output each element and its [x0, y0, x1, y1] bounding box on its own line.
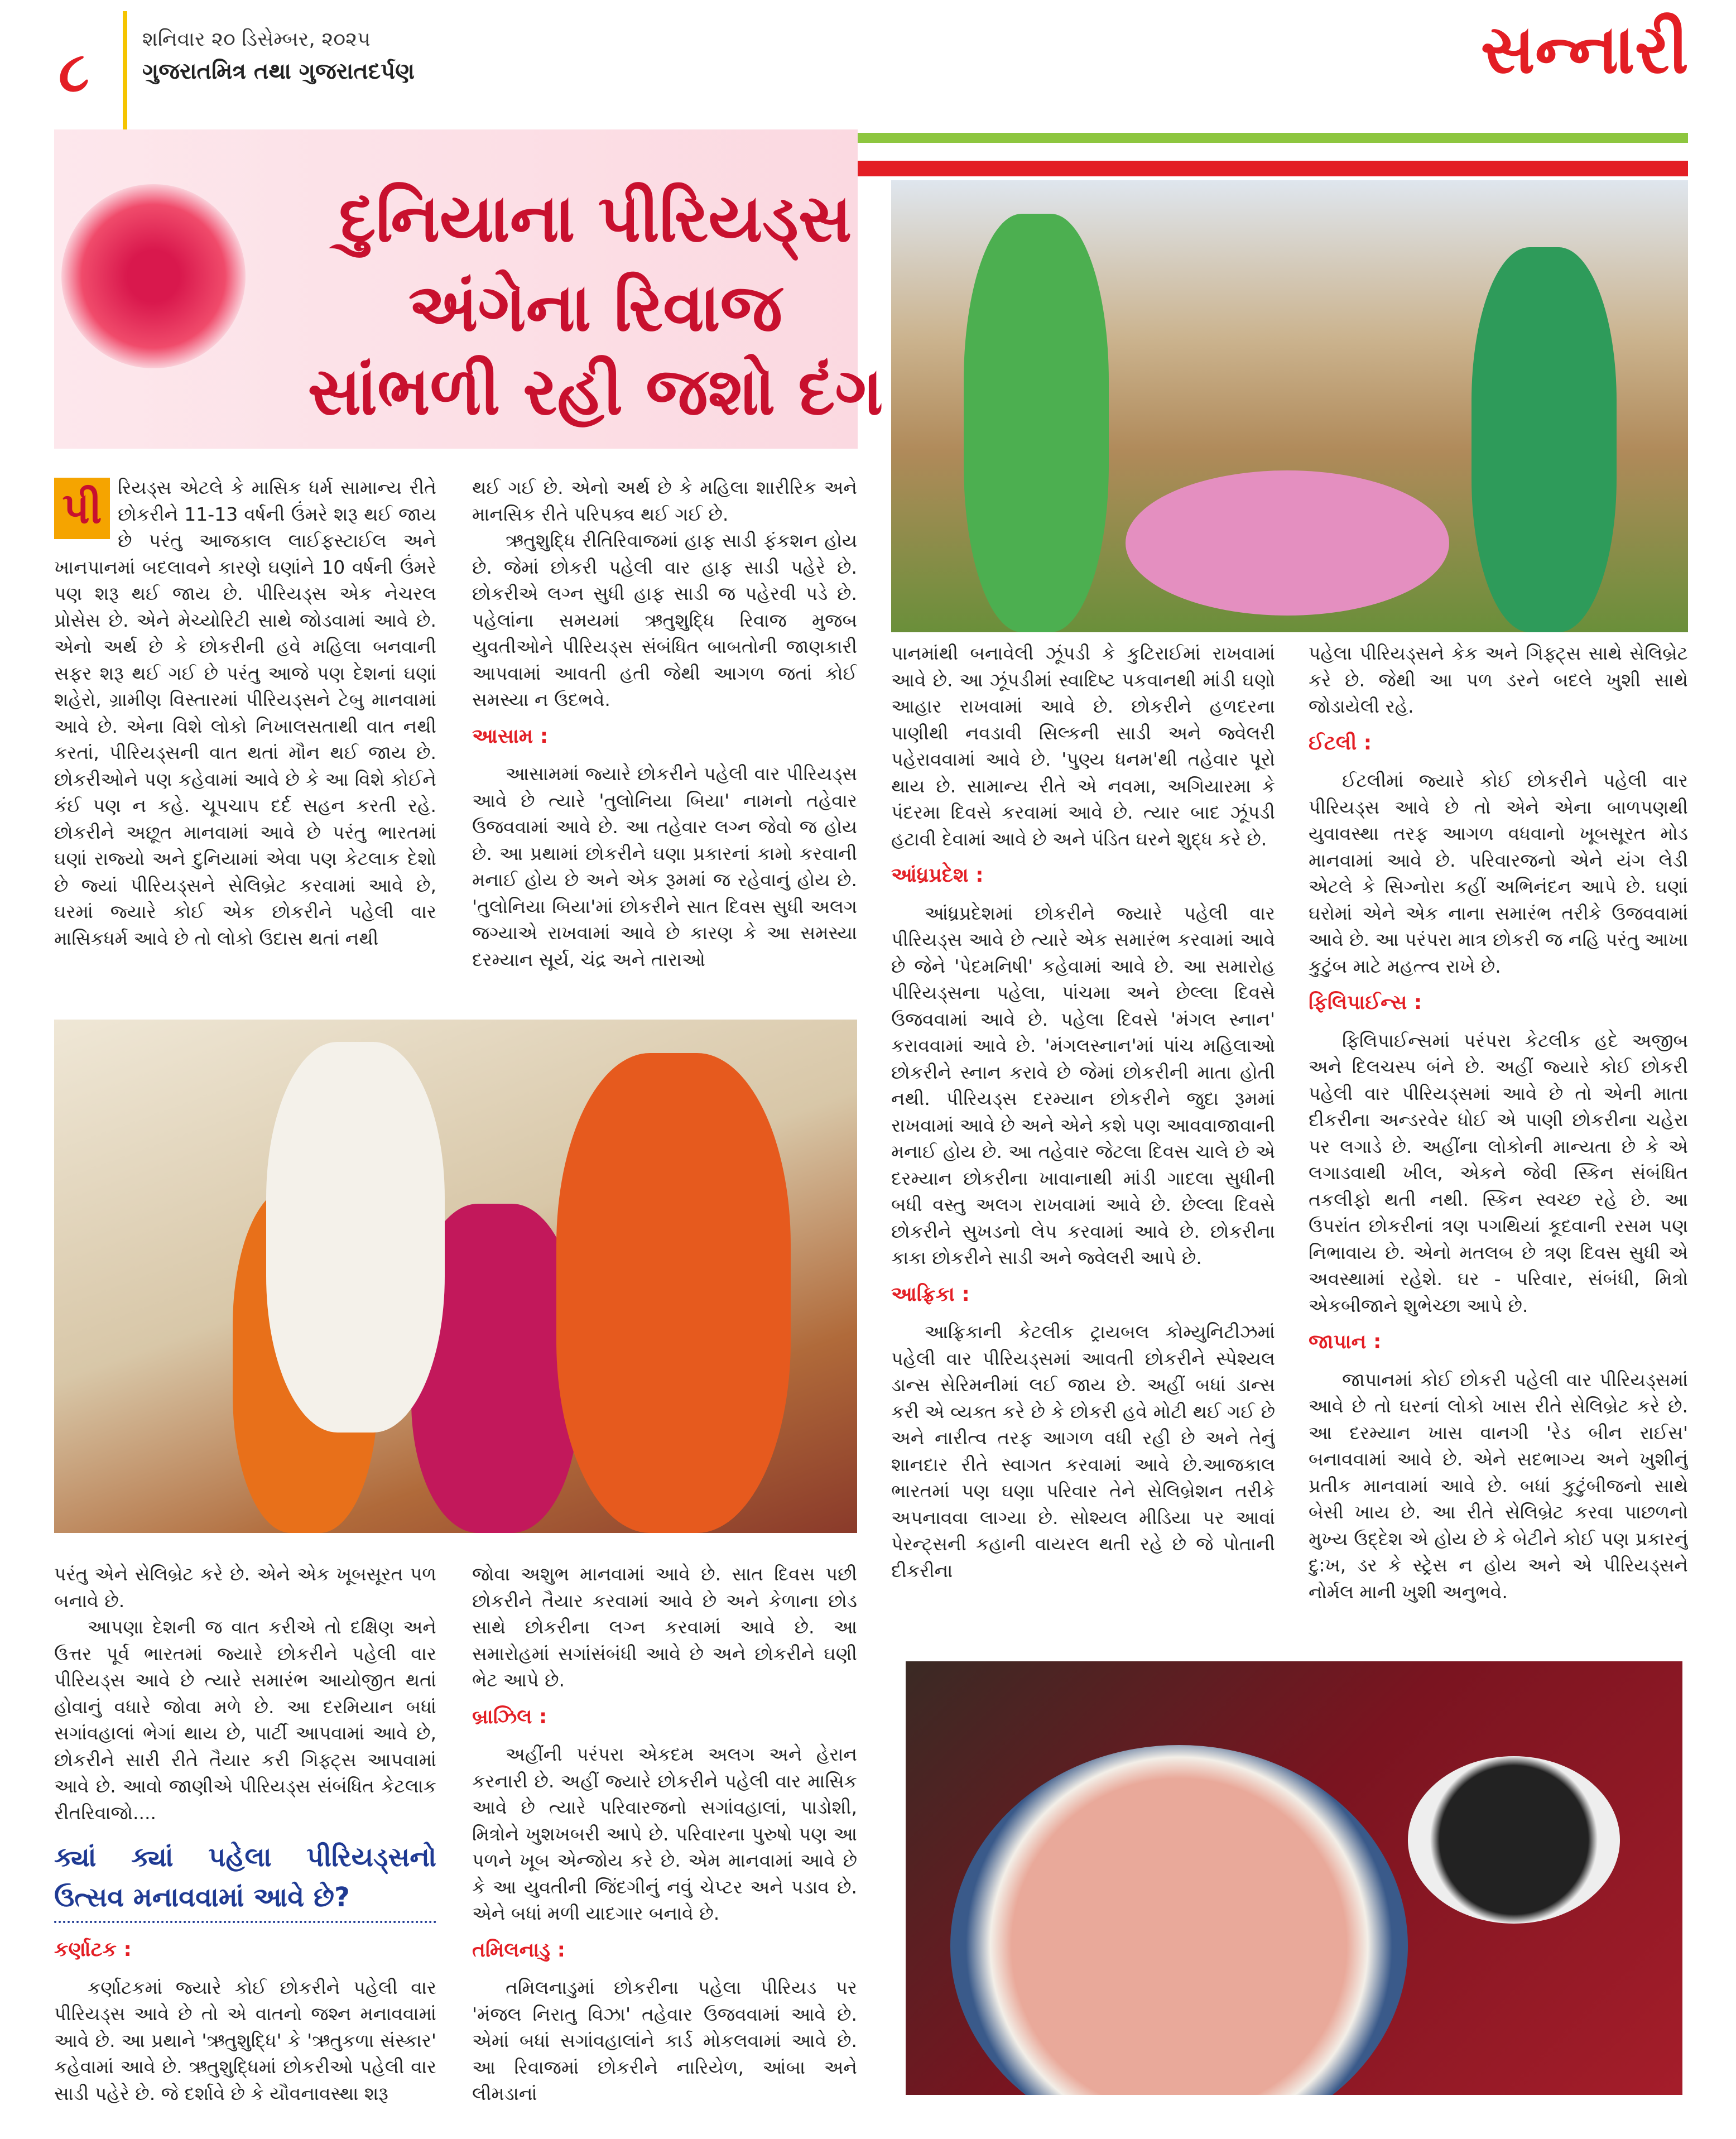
column-3 [891, 640, 1275, 1684]
column-2-top [472, 474, 857, 1009]
section-logo: સન્નારી [1480, 11, 1689, 89]
headline-box [54, 129, 883, 449]
subheading: ક્યાં ક્યાં પહેલા પીરિયડ્સનો ઉત્સવ મનાવવામાં આવે છે? [54, 1837, 436, 1923]
paragraph: તમિલનાડુમાં છોકરીના પહેલા પીરિયડ પર 'મંજલ નિરાતુ વિઝા' તહેવાર ઉજવવામાં આવે છે. એમાં બધાં સગાંવહાલાંને કાર્ડ મોકલવામાં આવે છે. આ રિવાજમાં છોકરીને નારિયેળ, આંબા અને લીમડાનાં [472, 1977, 857, 2104]
photo-ceremony-bathing [891, 180, 1688, 632]
woman-orange-saree [556, 1053, 791, 1533]
man-white [266, 1042, 445, 1433]
paper-name: ગુજરાતમિત્ર તથા ગુજરાતદર્પણ [142, 59, 415, 84]
paragraph: આંધ્રપ્રદેશમાં છોકરીને જ્યારે પહેલી વાર પીરિયડ્સ આવે છે ત્યારે એક સમારંભ કરવામાં આવે છે જેને 'પેદમનિષી' કહેવામાં આવે છે. આ સમારોહ પીરિયડ્સના પહેલા, પાંચમા અને છેલ્લા દિવસે ઉજવવામાં આવે છે. પહેલા દિવસે 'મંગલ સ્નાન' કરાવવામાં આવે છે. 'મંગલસ્નાન'માં પાંચ મહિલાઓ છોકરીને સ્નાન કરાવે છે જેમાં છોકરીની માતા હોતી નથી. પીરિયડ્સ દરમ્યાન છોકરીને જુદા રૂમમાં રાખવામાં આવે છે અને એને કશે પણ આવવાજાવાની મનાઈ હોય છે. આ તહેવાર જેટલા દિવસ ચાલે છે એ દરમ્યાન છોકરીના ખાવાનાથી માંડી ગાદલા સુધીની બધી વસ્તુ અલગ રાખવામાં આવે છે. છેલ્લા દિવસે છોકરીને સુખડનો લેપ કરવામાં આવે છે. છોકરીના કાકા છોકરીને સાડી અને જ્વેલરી આપે છે. [891, 902, 1275, 1268]
section-heading-italy: ઈટલી : [1309, 731, 1372, 754]
paragraph: આસામમાં જ્યારે છોકરીને પહેલી વાર પીરિયડ્સ આવે છે ત્યારે 'તુલોનિયા બિયા' નામનો તહેવાર ઉજવવામાં આવે છે. આ તહેવાર લગ્ન જેવો જ હોય છે. આ પ્રથામાં છોકરીને ઘણા પ્રકારનાં કામો કરવાની મનાઈ હોય છે અને એક રૂમમાં જ રહેવાનું હોય છે. 'તુલોનિયા બિયા'માં છોકરીને સાત દિવસ સુધી અલગ જગ્યાએ રાખવામાં આવે છે કારણ કે આ સમસ્યા દરમ્યાન સૂર્ય, ચંદ્ર અને તારાઓ [472, 763, 857, 970]
rice-bowl [950, 1745, 1408, 2095]
paragraph: પરંતુ એને સેલિબ્રેટ કરે છે. એને એક ખૂબસૂરત પળ બનાવે છે. [54, 1563, 436, 1612]
section-heading-assam: આસામ : [472, 724, 549, 748]
paragraph: આફ્રિકાની કેટલીક ટ્રાયબલ કોમ્યુનિટીઝમાં પહેલી વાર પીરિયડ્સમાં આવતી છોકરીને સ્પેશ્યલ ડાન્સ સેરિમનીમાં લઈ જાય છે. અહીં બધાં ડાન્સ કરી એ વ્યક્ત કરે છે કે છોકરી હવે મોટી થઈ ગઈ છે અને નારીત્વ તરફ આગળ વધી રહી છે અને તેનું શાનદાર રીતે સ્વાગત કરવામાં આવે છે.આજકાલ ભારતમાં પણ ઘણા પરિવાર તેને સેલિબ્રેશન તરીકે અપનાવવા લાગ્યા છે. સોશ્યલ મીડિયા પર આવાં પેરન્ટ્સની કહાની વાયરલ થતી રહે છે જે પોતાની દીકરીના [891, 1321, 1275, 1582]
page-number: ૮ [59, 39, 89, 104]
flower-illustration [61, 184, 246, 368]
sesame-bowl [1408, 1756, 1620, 1924]
woman-right [1471, 247, 1617, 632]
section-heading-tamilnadu: તમિલનાડુ : [472, 1938, 565, 1962]
headline-line-3: સાંભળી રહી જશો દંગ [307, 353, 883, 430]
paragraph: આપણા દેશની જ વાત કરીએ તો દક્ષિણ અને ઉત્તર પૂર્વ ભારતમાં જ્યારે છોકરીને પહેલી વાર પીરિયડ્સ આવે છે ત્યારે સમારંભ આયોજીત થતાં હોવાનું વધારે જોવા મળે છે. આ દરમિયાન બધાં સગાંવહાલાં ભેગાં થાય છે, પાર્ટી આપવામાં આવે છે, છોકરીને સારી રીતે તૈયાર કરી ગિફ્ટ્સ આપવામાં આવે છે. આવો જાણીએ પીરિયડ્સ સંબંધિત કેટલાક રીતરિવાજો.... [54, 1616, 436, 1824]
column-1-bottom [54, 1561, 436, 2119]
section-heading-karnataka: કર્ણાટક : [54, 1938, 132, 1961]
issue-date: શનિવાર ૨૦ ડિસેમ્બર, ૨૦૨૫ [142, 28, 371, 51]
photo-red-bean-rice [906, 1661, 1682, 2095]
header-divider [123, 11, 127, 137]
section-heading-brazil: બ્રાઝિલ : [472, 1705, 547, 1728]
section-heading-japan: જાપાન : [1309, 1330, 1382, 1353]
paragraph: ફિલિપાઈન્સમાં પરંપરા કેટલીક હદે અજીબ અને દિલચસ્પ બંને છે. અહીં જ્યારે કોઈ છોકરી પહેલી વાર પીરિયડ્સમાં આવે છે તો એની માતા દીકરીના અન્ડરવેર ધોઈ એ પાણી છોકરીના ચહેરા પર લગાડે છે. અહીંના લોકોની માન્યતા છે કે એ લગાડવાથી ખીલ, એકને જેવી સ્કિન સંબંધિત તકલીફો થતી નથી. સ્કિન સ્વચ્છ રહે છે. આ ઉપરાંત છોકરીનાં ત્રણ પગથિયાં કૂદવાની રસમ પણ નિભાવાય છે. એનો મતલબ છે ત્રણ દિવસ સુધી એ અવસ્થામાં રહેશે. ઘર - પરિવાર, સંબંધી, મિત્રો એકબીજાને શુભેચ્છા આપે છે. [1309, 1029, 1688, 1316]
woman-green-saree [964, 214, 1109, 632]
paragraph: જાપાનમાં કોઈ છોકરી પહેલી વાર પીરિયડ્સમાં આવે છે તો ઘરનાં લોકો ખાસ રીતે સેલિબ્રેટ કરે છે. આ દરમ્યાન ખાસ વાનગી 'રેડ બીન રાઈસ' બનાવવામાં આવે છે. એને સદભાગ્ય અને ખુશીનું પ્રતીક માનવામાં આવે છે. બધાં કુટુંબીજનો સાથે બેસી ખાય છે. આ રીતે સેલિબ્રેટ કરવા પાછળનો મુખ્ય ઉદ્દેશ એ હોય છે કે બેટીને કોઈ પણ પ્રકારનું દુ:ખ, ડર કે સ્ટ્રેસ ન હોય અને એ પીરિયડ્સને નોર્મલ માની ખુશી અનુભવે. [1309, 1368, 1688, 1603]
section-heading-africa: આફ્રિકા : [891, 1282, 970, 1306]
paragraph: જોવા અશુભ માનવામાં આવે છે. સાત દિવસ પછી છોકરીને તૈયાર કરવામાં આવે છે અને કેળાના છોડ સાથે છોકરીના લગ્ન કરવામાં આવે છે. આ સમારોહમાં સગાંસંબંધી આવે છે અને છોકરીને ઘણી ભેટ આપે છે. [472, 1563, 857, 1691]
paragraph: પાનમાંથી બનાવેલી ઝૂંપડી કે કુટિરાઈમાં રાખવામાં આવે છે. આ ઝૂંપડીમાં સ્વાદિષ્ટ પકવાનથી માંડી ઘણો આહાર રાખવામાં આવે છે. છોકરીને હળદરના પાણીથી નવડાવી સિલ્કની સાડી અને જ્વેલરી પહેરાવવામાં આવે છે. 'પુણ્ય ધનમ'થી તહેવાર પૂરો થાય છે. સામાન્ય રીતે એ નવમા, અગિયારમા કે પંદરમા દિવસે કરવામાં આવે છે. ત્યાર બાદ ઝૂંપડી હટાવી દેવામાં આવે છે અને પંડિત ઘરને શુદ્ધ કરે છે. [891, 642, 1275, 850]
column-2-bottom [472, 1561, 857, 2119]
intro-text: રિયડ્સ એટલે કે માસિક ધર્મ સામાન્ય રીતે છોકરીને 11-13 વર્ષની ઉંમરે શરૂ થઈ જાય છે પરંતુ આજકાલ લાઈફસ્ટાઈલ અને ખાનપાનમાં બદલાવને કારણે ઘણાંને 10 વર્ષની ઉંમરે પણ શરૂ થઈ જાય છે. પીરિયડ્સ એક નેચરલ પ્રોસેસ છે. એને મેચ્યોરિટી સાથે જોડવામાં આવે છે. એનો અર્થ છે કે છોકરીની હવે મહિલા બનવાની સફર શરૂ થઈ ગઈ છે પરંતુ આજે પણ દેશનાં ઘણાં શહેરો, ગ્રામીણ વિસ્તારમાં પીરિયડ્સને ટેબુ માનવામાં આવે છે. એના વિશે લોકો નિખાલસતાથી વાત નથી કરતાં, પીરિયડ્સની વાત થતાં મૌન થઈ જાય છે. છોકરીઓને પણ કહેવામાં આવે છે કે આ વિશે કોઈને કંઈ પણ ન કહે. ચૂપચાપ દર્દ સહન કરતી રહે. છોકરીને અછૂત માનવામાં આવે છે પરંતુ ભારતમાં ઘણાં રાજ્યો અને દુનિયામાં એવા પણ કેટલાક દેશો છે જ્યાં પીરિયડ્સને સેલિબ્રેટ કરવામાં આવે છે, ઘરમાં જ્યારે કોઈ એક છોકરીને પહેલી વાર માસિકધર્મ આવે છે તો લોકો ઉદાસ થતાં નથી [54, 477, 436, 949]
paragraph: ઋતુશુદ્ધિ રીતિરિવાજમાં હાફ સાડી ફંકશન હોય છે. જેમાં છોકરી પહેલી વાર હાફ સાડી પહેરે છે. છોકરીએ લગ્ન સુધી હાફ સાડી જ પહેરવી પડે છે. પહેલાંના સમયમાં ઋતુશુદ્ધિ રિવાજ મુજબ યુવતીઓને પીરિયડ્સ સંબંધિત બાબતોની જાણકારી આપવામાં આવતી હતી જેથી આગળ જતાં કોઈ સમસ્યા ન ઉદભવે. [472, 530, 857, 710]
column-4 [1309, 640, 1688, 1653]
paragraph: અહીંની પરંપરા એકદમ અલગ અને હેરાન કરનારી છે. અહીં જ્યારે છોકરીને પહેલી વાર માસિક આવે છે ત્યારે પરિવારજનો સગાંવહાલાં, પાડોશી, મિત્રોને ખુશખબરી આપે છે. પરિવારના પુરુષો પણ આ પળને ખૂબ એન્જોય કરે છે. એમ માનવામાં આવે છે કે આ યુવતીની જિંદગીનું નવું ચેપ્ટર અને પડાવ છે. એને બધાં મળી યાદગાર બનાવે છે. [472, 1743, 857, 1924]
intro-column [54, 474, 436, 1009]
headline-line-2: અંગેના રિવાજ [408, 269, 783, 346]
lotus-tub [1126, 470, 1449, 616]
paragraph: કર્ણાટકમાં જ્યારે કોઈ છોકરીને પહેલી વાર પીરિયડ્સ આવે છે તો એ વાતનો જશ્ન મનાવવામાં આવે છે. આ પ્રથાને 'ઋતુશુદ્ધિ' કે 'ઋતુકળા સંસ્કાર' કહેવામાં આવે છે. ઋતુશુદ્ધિમાં છોકરીઓ પહેલી વાર સાડી પહેરે છે. જે દર્શાવે છે કે યૌવનાવસ્થા શરૂ [54, 1976, 436, 2104]
paragraph: ઈટલીમાં જ્યારે કોઈ છોકરીને પહેલી વાર પીરિયડ્સ આવે છે તો એને એના બાળપણથી યુવાવસ્થા તરફ આગળ વધવાનો ખૂબસૂરત મોડ માનવામાં આવે છે. પરિવારજનો એને યંગ લેડી એટલે કે સિગ્નોરા કહીં અભિનંદન આપે છે. ઘણાં ઘરોમાં એને એક નાના સમારંભ તરીકે ઉજવવામાં આવે છે. આ પરંપરા માત્ર છોકરી જ નહિ પરંતુ આખા કુટુંબ માટે મહત્ત્વ રાખે છે. [1309, 770, 1688, 977]
section-heading-philippines: ફિલિપાઈન્સ : [1309, 991, 1422, 1014]
paragraph: થઈ ગઈ છે. એનો અર્થ છે કે મહિલા શારીરિક અને માનસિક રીતે પરિપક્વ થઈ ગઈ છે. [472, 477, 857, 525]
photo-ceremony-flowers [54, 1020, 857, 1533]
drop-cap: પી [54, 478, 110, 539]
paragraph: પહેલા પીરિયડ્સને કેક અને ગિફ્ટ્સ સાથે સેલિબ્રેટ કરે છે. જેથી આ પળ ડરને બદલે ખુશી સાથે જોડાયેલી રહે. [1309, 642, 1688, 717]
section-heading-andhra: આંધ્રપ્રદેશ : [891, 864, 984, 887]
headline-line-1: દુનિયાના પીરિયડ્સ [339, 180, 852, 257]
